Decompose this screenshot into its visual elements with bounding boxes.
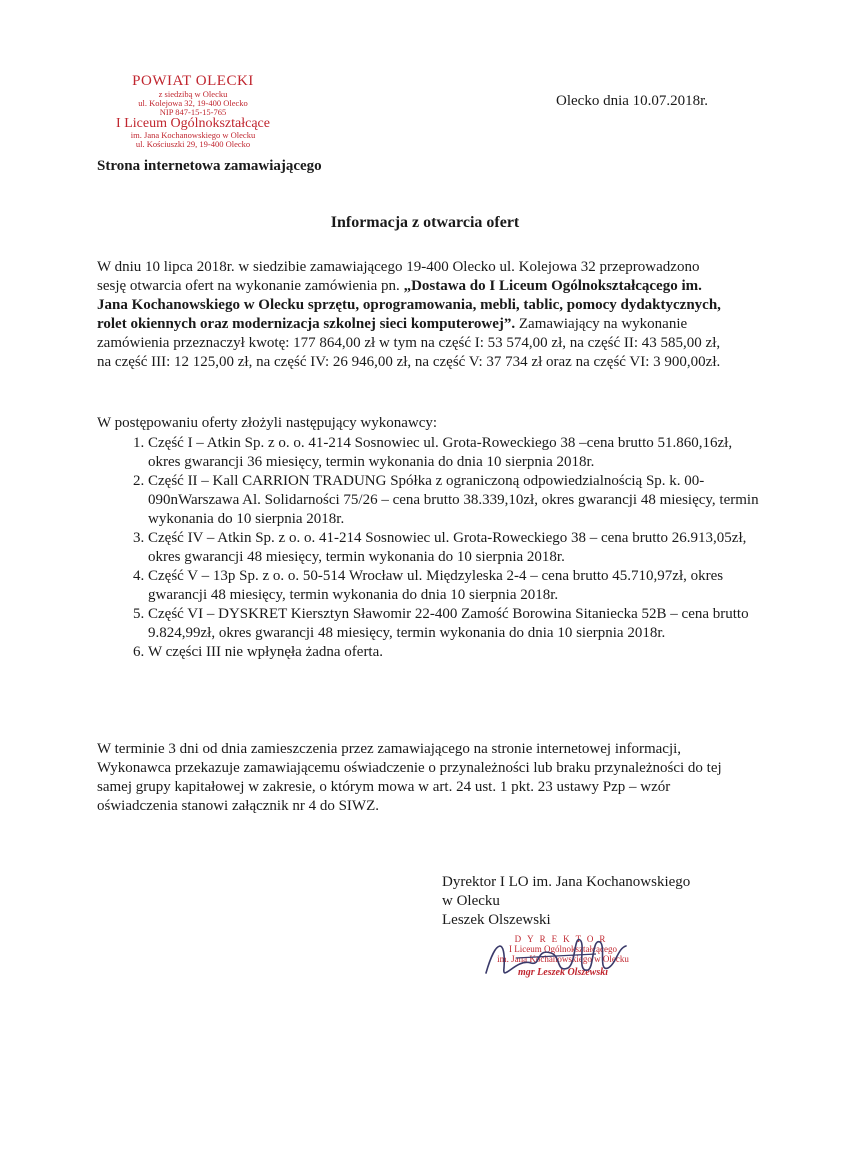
list-item: 3. Część IV – Atkin Sp. z o. o. 41-214 Sosnowiec ul. Grota-Roweckiego 38 – cena brutto 26.913,05zł, okres gwarancji 48 miesięcy, termin wykonania do 10 sierpnia 2018r. [148,529,760,567]
signatory-line: w Olecku [442,893,500,909]
closing-paragraph: W terminie 3 dni od dnia zamieszczenia przez zamawiającego na stronie internetowej informacji, Wykonawca przekazuje zamawiającemu oświadczenie o przynależności lub braku przynależności do tej samej grupy kapitałowej w zakresie, o którym mowa w art. 24 ust. 1 pkt. 23 ustawy Pzp – wzór oświadczenia stanowi załącznik nr 4 do SIWZ. [97,741,722,814]
stamp-line: NIP 847-15-15-765 [159,106,227,117]
signatory-line: Dyrektor I LO im. Jana Kochanowskiego [442,874,691,890]
stamp-line: POWIAT OLECKI [132,73,254,89]
stamp-line: ul. Kolejowa 32, 19-400 Olecko [138,97,248,108]
list-item: 1. Część I – Atkin Sp. z o. o. 41-214 Sosnowiec ul. Grota-Roweckiego 38 –cena brutto 51.860,16zł, okres gwarancji 36 miesięcy, termin wykonania do dnia 10 sierpnia 2018r. [148,434,760,472]
paragraph-text: W dniu 10 lipca 2018r. w siedzibie zamawiającego 19-400 Olecko ul. Kolejowa 32 przeprowadzono sesję otwarcia ofert na wykonanie zamówienia pn. [97,259,700,294]
stamp-line: mgr Leszek Olszewski [518,966,608,978]
offers-intro: W postępowaniu oferty złożyli następujący wykonawcy: [97,415,438,431]
list-item: 5. Część VI – DYSKRET Kiersztyn Sławomir 22-400 Zamość Borowina Sitaniecka 52B – cena brutto 9.824,99zł, okres gwarancji 48 miesięcy, termin wykonania do dnia 10 sierpnia 2018r. [148,605,760,643]
stamp-line: I Liceum Ogólnokształcącego [509,943,617,954]
list-item: 6. W części III nie wpłynęła żadna oferta. [148,643,760,662]
offers-list [118,434,760,662]
opening-paragraph [97,258,732,372]
list-item: 4. Część V – 13p Sp. z o. o. 50-514 Wrocław ul. Międzyleska 2-4 – cena brutto 45.710,97zł, okres gwarancji 48 miesięcy, termin wykonania do dnia 10 sierpnia 2018r. [148,567,760,605]
school-stamp [98,74,288,149]
document-date: Olecko dnia 10.07.2018r. [556,93,709,109]
stamp-line: DYREKTOR [514,934,612,944]
signatory-block [442,873,690,930]
stamp-line: im. Jana Kochanowskiego w Olecku [497,953,629,964]
website-heading: Strona internetowa zamawiającego [97,158,322,174]
stamp-line: I Liceum Ogólnokształcące [116,115,270,131]
stamp-line: im. Jana Kochanowskiego w Olecku [130,130,256,141]
signatory-name: Leszek Olszewski [442,912,551,928]
list-item: 2. Część II – Kall CARRION TRADUNG Spółka z ograniczoną odpowiedzialnością Sp. k. 00-090nWarszawa Al. Solidarności 75/26 – cena brutto 38.339,10zł, okres gwarancji 48 miesięcy, termin wykonania do 10 sierpnia 2018r. [148,472,760,529]
stamp-line: ul. Kościuszki 29, 19-400 Olecko [135,139,251,150]
handwritten-signature [476,928,636,988]
stamp-line: z siedzibą w Olecku [158,88,228,99]
page-title: Informacja z otwarcia ofert [330,214,520,231]
contract-name: „Dostawa do I Liceum Ogólnokształcącego im. Jana Kochanowskiego w Olecku sprzętu, oprogramowania, mebli, tablic, pomocy dydaktycznych, rolet okiennych oraz modernizacja szkolnej sieci komputerowej”. [97,278,721,332]
paragraph-text: Zamawiający na wykonanie zamówienia przeznaczył kwotę: 177 864,00 zł w tym na część I: 53 574,00 zł, na część II: 43 585,00 zł, na część III: 12 125,00 zł, na część IV: 26 946,00 zł, na część V: 37 734 zł oraz na część VI: 3 900,00zł. [97,316,721,370]
